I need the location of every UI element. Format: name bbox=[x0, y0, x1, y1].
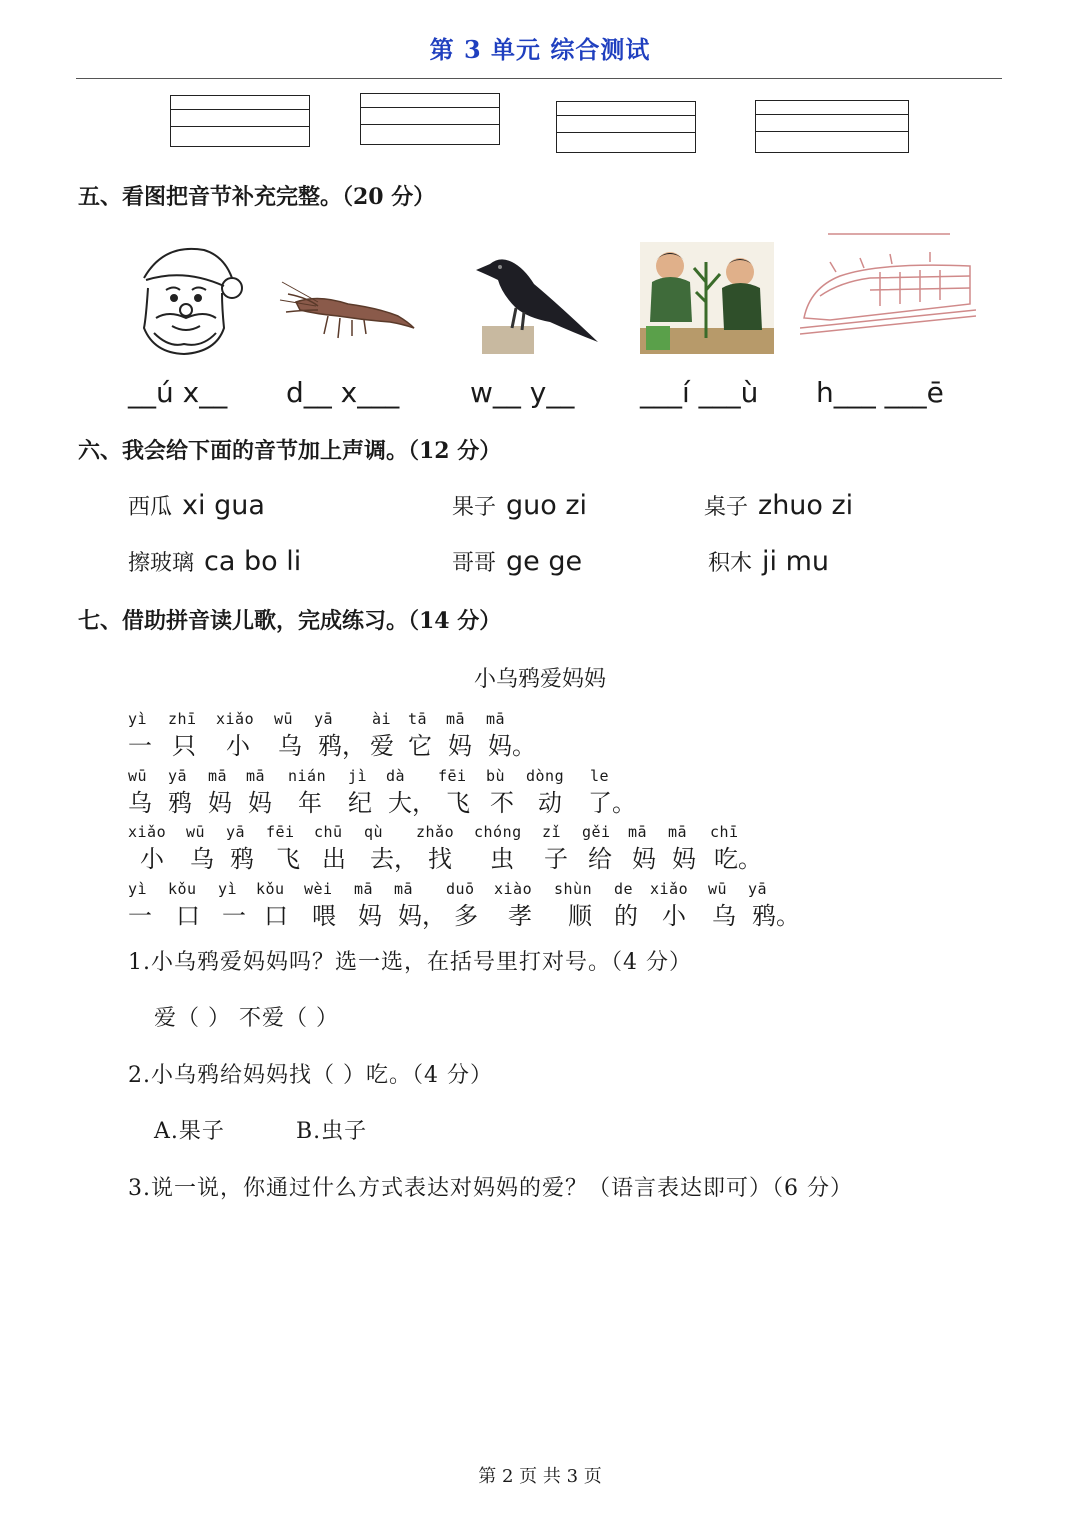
poem-character: 喂 bbox=[312, 902, 336, 930]
pinyin-syllable: le bbox=[590, 767, 610, 785]
pinyin-syllable: kǒu bbox=[168, 880, 197, 898]
poem-character: 虫 bbox=[490, 845, 514, 873]
pinyin-syllable: yā bbox=[314, 710, 334, 728]
pinyin-blank-santa[interactable]: __ú x__ bbox=[128, 376, 228, 409]
poem-character: 的 bbox=[614, 902, 638, 930]
pinyin-syllable: mā bbox=[394, 880, 414, 898]
pinyin-syllable: mā bbox=[354, 880, 374, 898]
poem-character: 一 bbox=[222, 902, 246, 930]
page-title: 第 3 单元 综合测试 bbox=[429, 35, 651, 64]
pinyin-syllable: dà bbox=[386, 767, 406, 785]
page-number: 第 2 页 共 3 页 bbox=[478, 1466, 602, 1487]
section-7-title: 七、借助拼音读儿歌，完成练习。（14 分） bbox=[78, 608, 502, 634]
pinyin-syllable: zhī bbox=[168, 710, 197, 728]
question-2-option-b[interactable]: B.虫子 bbox=[296, 1119, 368, 1144]
pinyin-syllable: dòng bbox=[526, 767, 565, 785]
poem-character: 乌 bbox=[190, 845, 214, 873]
pinyin-syllable: zǐ bbox=[542, 823, 562, 841]
pinyin-syllable: kǒu bbox=[256, 880, 285, 898]
tone-item-gege[interactable] bbox=[452, 546, 582, 577]
poem-character: 纪 bbox=[348, 789, 372, 817]
poem-character: 妈 bbox=[358, 902, 382, 930]
writing-box-2[interactable] bbox=[360, 93, 500, 145]
poem-character: 鸦 bbox=[230, 845, 254, 873]
children-planting-tree-picture bbox=[640, 242, 774, 354]
poem-character: 妈 bbox=[632, 845, 656, 873]
tone-item-zhuozi[interactable] bbox=[704, 490, 853, 521]
poem-character: 小 bbox=[226, 732, 250, 760]
pinyin-syllable: wū bbox=[186, 823, 206, 841]
section-6-title: 六、我会给下面的音节加上声调。（12 分） bbox=[78, 438, 502, 464]
pinyin-syllable: jì bbox=[348, 767, 368, 785]
pinyin-syllable: bù bbox=[486, 767, 506, 785]
pinyin-syllable: fēi bbox=[266, 823, 295, 841]
crow-picture bbox=[472, 242, 604, 354]
high-speed-train-picture bbox=[800, 232, 976, 338]
pinyin-syllable: yì bbox=[218, 880, 238, 898]
shrimp-picture bbox=[278, 272, 420, 347]
pinyin-syllable: xiǎo bbox=[216, 710, 255, 728]
pinyin-syllable: chī bbox=[710, 823, 739, 841]
poem-character: 妈 bbox=[208, 789, 232, 817]
tone-item-hanzi: 擦玻璃 bbox=[128, 551, 195, 576]
poem-character: 小 bbox=[140, 845, 164, 873]
poem-character: 妈， bbox=[398, 902, 446, 930]
pinyin-syllable: ài bbox=[372, 710, 392, 728]
pinyin-syllable: chóng bbox=[474, 823, 522, 841]
tone-item-hanzi: 桌子 bbox=[704, 495, 749, 520]
writing-box-3[interactable] bbox=[556, 101, 696, 153]
question-2-option-a[interactable]: A.果子 bbox=[154, 1119, 225, 1144]
pinyin-syllable: qù bbox=[364, 823, 384, 841]
pinyin-syllable: tā bbox=[408, 710, 428, 728]
pinyin-syllable: mā bbox=[208, 767, 228, 785]
tone-item-hanzi: 果子 bbox=[452, 495, 497, 520]
poem-character: 只 bbox=[172, 732, 196, 760]
tone-item-jimu[interactable] bbox=[708, 546, 829, 577]
tone-item-pinyin: ji mu bbox=[762, 546, 830, 577]
poem-character: 一 bbox=[128, 902, 152, 930]
pinyin-syllable: yā bbox=[226, 823, 246, 841]
tone-item-pinyin: zhuo zi bbox=[758, 490, 854, 521]
pinyin-syllable: xiǎo bbox=[650, 880, 689, 898]
question-1: 1.小乌鸦爱妈妈吗？选一选，在括号里打对号。（4 分） bbox=[128, 950, 692, 975]
poem-character: 妈。 bbox=[488, 732, 536, 760]
writing-box-1[interactable] bbox=[170, 95, 310, 147]
tone-item-pinyin: guo zi bbox=[506, 490, 588, 521]
poem-character: 妈 bbox=[448, 732, 472, 760]
tone-item-pinyin: ca bo li bbox=[204, 546, 302, 577]
pinyin-syllable: xiào bbox=[494, 880, 533, 898]
pinyin-blank-train[interactable]: h___ ___ē bbox=[816, 376, 944, 409]
poem-character: 飞 bbox=[446, 789, 470, 817]
pinyin-syllable: duō bbox=[446, 880, 475, 898]
question-3: 3.说一说，你通过什么方式表达对妈妈的爱？（语言表达即可）（6 分） bbox=[128, 1176, 853, 1201]
poem-character: 子 bbox=[544, 845, 568, 873]
poem-character: 去， bbox=[370, 845, 418, 873]
pinyin-syllable: wèi bbox=[304, 880, 333, 898]
tone-item-hanzi: 积木 bbox=[708, 551, 753, 576]
pinyin-syllable: chū bbox=[314, 823, 343, 841]
pinyin-syllable: mā bbox=[668, 823, 688, 841]
question-2: 2.小乌鸦给妈妈找（ ）吃。（4 分） bbox=[128, 1063, 493, 1088]
tone-item-pinyin: ge ge bbox=[506, 546, 583, 577]
poem-character: 动 bbox=[538, 789, 562, 817]
pinyin-syllable: fēi bbox=[438, 767, 467, 785]
tone-item-xigua[interactable] bbox=[128, 490, 265, 521]
poem-character: 它 bbox=[408, 732, 432, 760]
poem-character: 多 bbox=[454, 902, 478, 930]
pinyin-syllable: yā bbox=[168, 767, 188, 785]
pinyin-blank-shrimp[interactable]: d__ x___ bbox=[286, 376, 400, 409]
pinyin-syllable: mā bbox=[628, 823, 648, 841]
poem-character: 鸦 bbox=[168, 789, 192, 817]
poem-character: 妈 bbox=[672, 845, 696, 873]
poem-character: 出 bbox=[322, 845, 346, 873]
poem-character: 鸦。 bbox=[752, 902, 800, 930]
tone-item-caboli[interactable] bbox=[128, 546, 301, 577]
poem-character: 孝 bbox=[508, 902, 532, 930]
writing-box-4[interactable] bbox=[755, 100, 909, 153]
poem-character: 口 bbox=[264, 902, 288, 930]
poem-character: 乌 bbox=[712, 902, 736, 930]
poem-character: 给 bbox=[588, 845, 612, 873]
pinyin-syllable: zhǎo bbox=[416, 823, 455, 841]
santa-claus-picture bbox=[124, 238, 246, 358]
poem-character: 乌 bbox=[278, 732, 302, 760]
poem-character: 大， bbox=[388, 789, 436, 817]
poem-character: 不 bbox=[490, 789, 514, 817]
pinyin-syllable: yì bbox=[128, 710, 148, 728]
header-divider bbox=[76, 78, 1002, 79]
pinyin-syllable: wū bbox=[708, 880, 728, 898]
pinyin-syllable: nián bbox=[288, 767, 327, 785]
pinyin-syllable: gěi bbox=[582, 823, 611, 841]
poem-character: 了。 bbox=[588, 789, 636, 817]
poem-character: 吃。 bbox=[714, 845, 762, 873]
poem-character: 口 bbox=[176, 902, 200, 930]
section-5-title: 五、看图把音节补充完整。（20 分） bbox=[78, 184, 436, 210]
pinyin-syllable: yì bbox=[128, 880, 148, 898]
poem-character: 爱 bbox=[370, 732, 394, 760]
pinyin-syllable: wū bbox=[128, 767, 148, 785]
tone-item-guozi[interactable] bbox=[452, 490, 587, 521]
poem-character: 飞 bbox=[276, 845, 300, 873]
pinyin-blank-planting[interactable]: ___í ___ù bbox=[640, 376, 759, 409]
poem-character: 鸦， bbox=[318, 732, 366, 760]
tone-item-pinyin: xi gua bbox=[182, 490, 265, 521]
poem-character: 小 bbox=[662, 902, 686, 930]
tone-item-hanzi: 哥哥 bbox=[452, 551, 497, 576]
pinyin-syllable: wū bbox=[274, 710, 294, 728]
pinyin-syllable: mā bbox=[446, 710, 466, 728]
tone-item-hanzi: 西瓜 bbox=[128, 495, 173, 520]
pinyin-syllable: yā bbox=[748, 880, 768, 898]
poem-character: 年 bbox=[298, 789, 322, 817]
poem-title: 小乌鸦爱妈妈 bbox=[473, 667, 606, 692]
pinyin-syllable: mā bbox=[246, 767, 266, 785]
poem-character: 顺 bbox=[568, 902, 592, 930]
poem-character: 一 bbox=[128, 732, 152, 760]
poem-character: 乌 bbox=[128, 789, 152, 817]
pinyin-syllable: xiǎo bbox=[128, 823, 167, 841]
poem-character: 妈 bbox=[248, 789, 272, 817]
pinyin-blank-crow[interactable]: w__ y__ bbox=[470, 376, 575, 409]
pinyin-syllable: mā bbox=[486, 710, 506, 728]
pinyin-syllable: shùn bbox=[554, 880, 593, 898]
pinyin-syllable: de bbox=[614, 880, 634, 898]
poem-character: 找 bbox=[428, 845, 452, 873]
question-1-options[interactable]: 爱（ ） 不爱（ ） bbox=[154, 1006, 339, 1031]
